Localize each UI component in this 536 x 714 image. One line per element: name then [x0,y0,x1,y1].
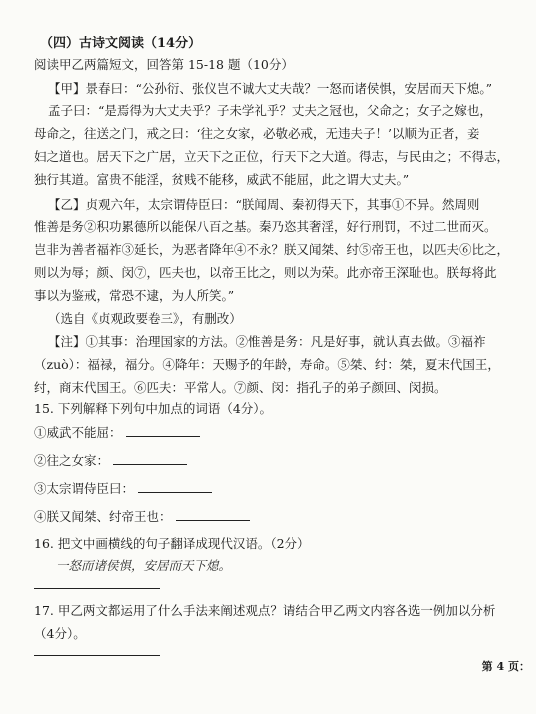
answer-blank[interactable] [113,452,187,465]
q16-stem: 16. 把文中画横线的句子翻译成现代汉语。（2分） [34,536,310,551]
passage-a-line: 妇之道也。居天下之广居，立天下之正位，行天下之大道。得志，与民由之；不得志， [34,149,510,164]
answer-blank[interactable] [138,480,212,493]
q15-item-label: ④朕又闻桀、纣帝王也： [34,509,172,524]
answer-blank[interactable] [126,424,200,437]
section-title: （四）古诗文阅读（14分） [40,36,202,51]
answer-line[interactable] [34,588,160,589]
section-instruction: 阅读甲乙两篇短文，回答第 15-18 题（10分） [34,57,294,72]
page-number: 第 4 页： [481,660,530,673]
passage-a-line: 【甲】景春曰：“公孙衍、张仪岂不诚大丈夫哉？一怒而诸侯惧，安居而天下熄。” [48,81,493,96]
answer-line[interactable] [34,655,160,656]
passage-b-line: 【乙】贞观六年，太宗谓侍臣曰：“朕闻周、秦初得天下，其事①不异。然周则 [48,197,480,212]
q15-stem: 15. 下列解释下列句中加点的词语（4分）。 [34,401,273,416]
passage-b-line: 事以为鉴戒，常恐不逮，为人所笑。” [34,288,235,303]
note-line: 纣，商末代国王。⑥匹夫：平常人。⑦颜、闵：指孔子的弟子颜回、闵损。 [34,380,447,395]
q15-item-label: ②往之女家： [34,453,110,468]
q17-stem-line: （4分）。 [34,626,86,641]
passage-b-source: （选自《贞观政要卷三》，有删改） [48,311,242,326]
passage-a-line: 孟子曰：“是焉得为大丈夫乎？子未学礼乎？丈夫之冠也，父命之；女子之嫁也， [48,103,492,118]
q15-item [34,508,510,525]
passage-b-line: 则以为辱；颜、闵⑦，匹夫也，以帝王比之，则以为荣。此亦帝王深耻也。朕每将此 [34,265,497,280]
q17-stem-line: 17. 甲乙两文都运用了什么手法来阐述观点？请结合甲乙两文内容各选一例加以分析 [34,603,496,618]
note-line: （zuò）：福禄，福分。④降年：天赐予的年龄，寿命。⑤桀、纣：桀，夏末代国王， [34,357,500,372]
passage-b-line: 岂非为善者福祚③延长，为恶者降年④不永？朕又闻桀、纣⑤帝王也，以匹夫⑥比之， [34,242,510,257]
q15-item [34,480,510,497]
q15-item [34,452,510,469]
note-line: 【注】①其事：治理国家的方法。②惟善是务：凡是好事，就认真去做。③福祚 [48,334,486,349]
answer-blank[interactable] [176,508,250,521]
q15-item [34,424,510,441]
passage-a-line: 独行其道。富贵不能淫，贫贱不能移，威武不能屈，此之谓大丈夫。” [34,172,410,187]
passage-b-line: 惟善是务②积功累德所以能保八百之基。秦乃恣其奢淫，好行刑罚，不过二世而灭。 [34,219,497,234]
q15-item-label: ③太宗谓侍臣曰： [34,481,135,496]
passage-a-line: 母命之，往送之门，戒之曰：‘往之女家，必敬必戒，无违夫子！’以顺为正者，妾 [34,126,480,141]
q15-item-label: ①威武不能屈： [34,425,122,440]
q16-handwritten-answer: 一怒而诸侯惧，安居而天下熄。 [56,558,232,573]
